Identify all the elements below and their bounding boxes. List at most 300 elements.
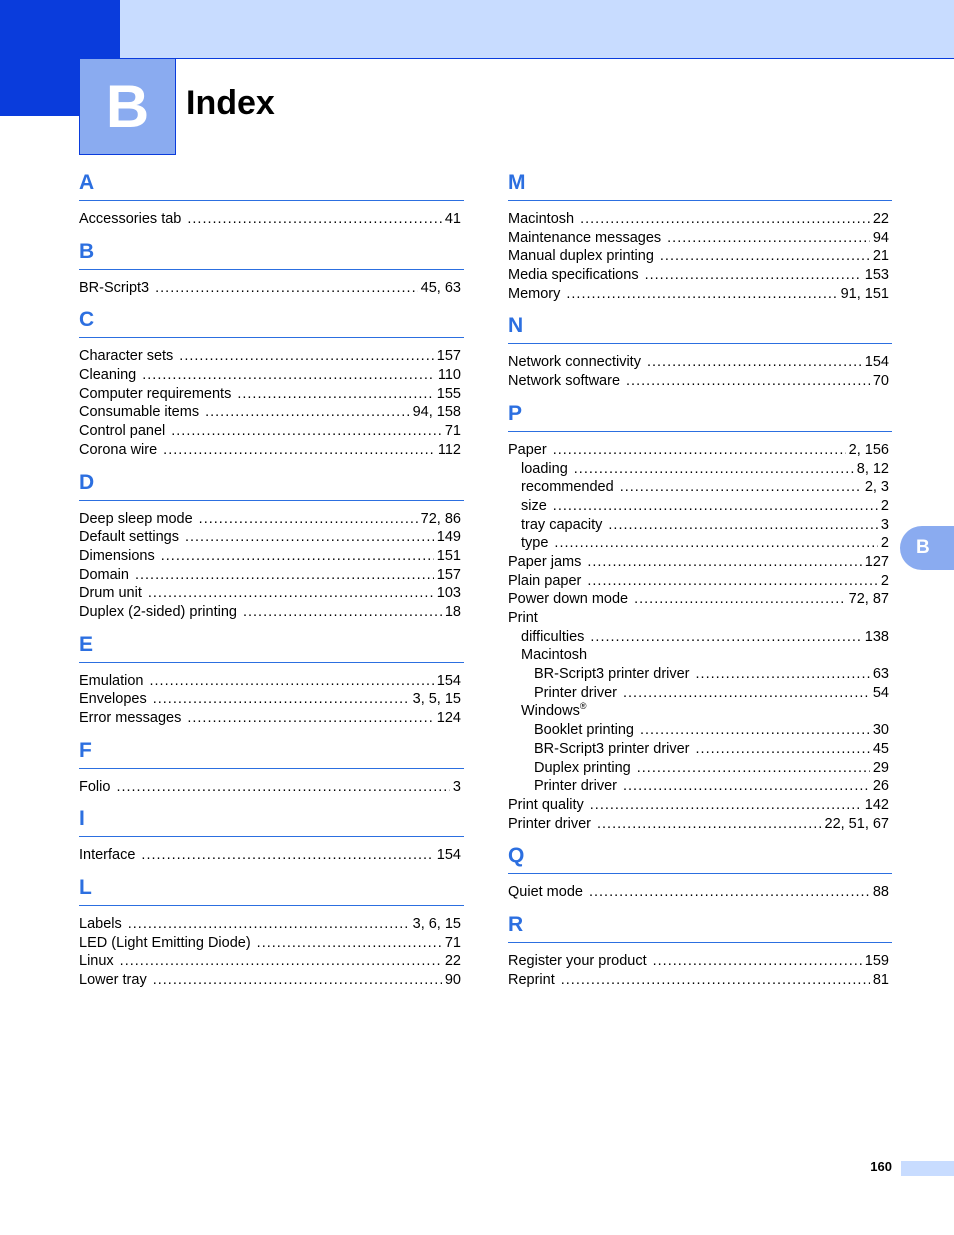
dot-leader (257, 934, 442, 953)
index-entry[interactable] (508, 534, 892, 553)
index-entry[interactable] (79, 566, 464, 585)
entry-pages[interactable]: 8, 12 (856, 460, 889, 477)
dot-leader (163, 441, 435, 460)
entry-term-text: Lower tray (79, 972, 147, 989)
entry-term-text: Register your product (508, 952, 647, 969)
dot-leader (155, 279, 418, 298)
entry-term-text: Drum unit (79, 585, 142, 602)
dot-leader (580, 210, 870, 229)
section-letter-heading: C (79, 307, 464, 338)
entry-term (521, 497, 547, 516)
section-letter-heading: A (79, 170, 464, 201)
section-letter-heading: R (508, 912, 892, 943)
index-entry[interactable] (79, 547, 464, 566)
entry-term (508, 372, 620, 391)
section-letter-heading: F (79, 738, 464, 769)
entry-term-text: Macintosh (521, 647, 588, 664)
entry-term-text: BR-Script3 (79, 279, 150, 296)
entry-term (508, 266, 639, 285)
entry-term-text: Quiet mode (508, 884, 583, 901)
entry-term-text: Domain (79, 566, 129, 583)
index-entry[interactable] (79, 279, 464, 298)
entry-pages[interactable]: 54 (872, 684, 889, 701)
entry-term-text: Character sets (79, 348, 174, 365)
entry-term-text: Memory (508, 285, 561, 302)
section-letter-heading: N (508, 313, 892, 344)
entry-term (79, 566, 129, 585)
index-entry[interactable] (508, 684, 892, 703)
entry-term-text: Envelopes (79, 691, 147, 708)
dot-leader (587, 553, 861, 572)
page-number: 160 (870, 1159, 892, 1174)
index-left-column (79, 170, 464, 1000)
entry-pages[interactable]: 157 (436, 348, 461, 365)
dot-leader (237, 385, 433, 404)
entry-term (79, 971, 147, 990)
entry-term (534, 759, 631, 778)
entry-pages[interactable]: 155 (436, 385, 461, 402)
entry-term-text: Macintosh (508, 211, 575, 227)
index-right-column (508, 170, 892, 999)
entry-term (508, 441, 547, 460)
entry-term (79, 547, 155, 566)
dot-leader (696, 740, 870, 759)
index-entry[interactable] (508, 553, 892, 572)
dot-leader (634, 590, 846, 609)
dot-leader (148, 584, 434, 603)
index-entry[interactable] (508, 590, 892, 609)
dot-leader (205, 403, 410, 422)
entry-term (534, 684, 617, 703)
entry-term (521, 478, 614, 497)
dot-leader (135, 566, 434, 585)
entry-pages[interactable]: 81 (872, 971, 889, 988)
entry-term-text: BR-Script3 printer driver (534, 666, 690, 683)
index-section-n (508, 313, 892, 390)
index-entry[interactable] (508, 759, 892, 778)
index-entry[interactable] (79, 603, 464, 622)
entry-term (79, 279, 149, 298)
entry-term (534, 777, 617, 796)
entry-pages[interactable]: 154 (436, 672, 461, 689)
entry-pages[interactable]: 94, 158 (412, 404, 461, 421)
index-entry[interactable] (508, 478, 892, 497)
index-entry[interactable] (79, 915, 464, 934)
index-entry[interactable] (508, 665, 892, 684)
chapter-letter-box (79, 58, 176, 155)
entry-term (79, 846, 135, 865)
entry-term (508, 285, 560, 304)
entry-pages[interactable]: 22 (872, 211, 889, 227)
index-section-i (79, 806, 464, 865)
dot-leader (597, 815, 822, 834)
entry-term-text: Default settings (79, 529, 179, 546)
entry-pages[interactable]: 45, 63 (420, 279, 461, 296)
dot-leader (153, 690, 410, 709)
index-entry[interactable] (508, 721, 892, 740)
entry-term (508, 815, 591, 834)
entry-pages[interactable]: 90 (444, 972, 461, 989)
entry-term (79, 603, 237, 622)
entry-pages[interactable]: 127 (864, 553, 889, 570)
header-rule (120, 58, 954, 59)
index-entry[interactable] (508, 247, 892, 266)
entry-term-text: Emulation (79, 672, 144, 689)
dot-leader (589, 883, 870, 902)
entry-term (521, 646, 587, 665)
entry-term-text: Consumable items (79, 404, 200, 421)
index-entry[interactable] (508, 516, 892, 535)
entry-term-text: size (521, 497, 547, 514)
entry-term (79, 528, 179, 547)
index-entry[interactable] (508, 883, 892, 902)
chapter-side-tab[interactable] (900, 526, 954, 570)
index-entry[interactable] (79, 347, 464, 366)
entry-term (79, 690, 147, 709)
index-entry[interactable] (508, 572, 892, 591)
index-entry[interactable] (508, 971, 892, 990)
entry-term-text: Network software (508, 373, 621, 390)
section-letter-heading: M (508, 170, 892, 201)
dot-leader (626, 372, 870, 391)
entry-term (508, 883, 583, 902)
dot-leader (574, 460, 854, 479)
entry-term-text: Folio (79, 778, 111, 795)
entry-pages[interactable]: 3, 6, 15 (412, 916, 461, 933)
entry-term (79, 403, 199, 422)
entry-pages[interactable]: 159 (864, 952, 889, 969)
index-entry[interactable] (79, 971, 464, 990)
index-entry[interactable] (508, 497, 892, 516)
dot-leader (623, 777, 870, 796)
dot-leader (623, 684, 870, 703)
entry-term-text: Accessories tab (79, 211, 182, 227)
entry-term (79, 778, 110, 797)
entry-pages[interactable]: 21 (872, 248, 889, 265)
entry-term (534, 740, 690, 759)
index-section-a (79, 170, 464, 229)
index-entry[interactable] (508, 777, 892, 796)
dot-leader (647, 353, 862, 372)
dot-leader (696, 665, 870, 684)
index-entry[interactable] (508, 266, 892, 285)
entry-pages[interactable]: 3, 5, 15 (412, 691, 461, 708)
entry-term (534, 665, 690, 684)
index-section-l (79, 875, 464, 990)
page-title: Index (186, 84, 275, 122)
index-entry[interactable] (79, 952, 464, 971)
entry-term-text: Printer driver (534, 684, 617, 701)
entry-term-text: Error messages (79, 710, 182, 726)
entry-term-text: Cleaning (79, 367, 137, 384)
entry-term-text: BR-Script3 printer driver (534, 740, 690, 757)
entry-term-text: Power down mode (508, 591, 629, 608)
dot-leader (116, 778, 449, 797)
entry-term (508, 609, 538, 628)
entry-term-text: Maintenance messages (508, 229, 662, 246)
index-entry[interactable] (79, 846, 464, 865)
index-entry[interactable] (79, 385, 464, 404)
dot-leader (187, 709, 433, 728)
dot-leader (620, 478, 862, 497)
index-entry[interactable] (508, 740, 892, 759)
entry-pages[interactable]: 2, 3 (864, 479, 889, 496)
dot-leader (141, 846, 433, 865)
entry-pages[interactable]: 88 (872, 884, 889, 901)
entry-pages[interactable]: 70 (872, 373, 889, 390)
dot-leader (645, 266, 862, 285)
entry-term-text: Plain paper (508, 572, 582, 589)
entry-term-text: Dimensions (79, 547, 155, 564)
chapter-letter: B (105, 73, 150, 140)
entry-pages[interactable]: 2, 156 (848, 441, 889, 458)
index-entry[interactable] (508, 628, 892, 647)
entry-term (508, 952, 647, 971)
dot-leader (660, 247, 870, 266)
entry-term-text: Printer driver (508, 815, 591, 832)
entry-term-text: Duplex (2-sided) printing (79, 603, 237, 620)
index-entry[interactable] (79, 441, 464, 460)
index-entry[interactable] (508, 372, 892, 391)
entry-term (79, 510, 193, 529)
index-entry[interactable] (79, 778, 464, 797)
dot-leader (561, 971, 870, 990)
entry-term-text: recommended (521, 479, 614, 496)
page-number-bar (901, 1161, 954, 1176)
entry-term-text: Reprint (508, 971, 555, 988)
entry-term (508, 971, 555, 990)
dot-leader (199, 510, 418, 529)
entry-term (79, 347, 173, 366)
dot-leader (566, 285, 837, 304)
entry-term (79, 385, 231, 404)
index-entry[interactable] (79, 690, 464, 709)
dot-leader (149, 672, 433, 691)
dot-leader (637, 759, 870, 778)
index-section-f (79, 738, 464, 797)
index-entry[interactable] (508, 460, 892, 479)
index-entry[interactable] (508, 609, 892, 628)
index-entry[interactable] (79, 584, 464, 603)
entry-term-text: Printer driver (534, 778, 617, 795)
entry-pages[interactable]: 153 (864, 267, 889, 284)
entry-pages[interactable]: 71 (444, 423, 461, 440)
entry-term-text: Print (508, 610, 538, 626)
dot-leader (161, 547, 434, 566)
entry-term (508, 572, 581, 591)
dot-leader (587, 572, 878, 591)
entry-pages[interactable]: 91, 151 (840, 285, 889, 302)
entry-pages[interactable]: 72, 86 (420, 510, 461, 527)
entry-term (79, 709, 181, 728)
entry-term-text: Manual duplex printing (508, 248, 654, 265)
entry-term (79, 915, 122, 934)
dot-leader (142, 366, 435, 385)
index-section-e (79, 632, 464, 728)
entry-term-text: Control panel (79, 423, 166, 440)
entry-term (79, 584, 142, 603)
index-entry[interactable] (508, 952, 892, 971)
index-entry[interactable] (79, 210, 464, 229)
index-section-q (508, 843, 892, 902)
entry-term (508, 247, 654, 266)
entry-pages[interactable]: 71 (444, 934, 461, 951)
entry-term-text: Deep sleep mode (79, 510, 193, 527)
entry-term-text: type (521, 535, 549, 552)
index-entry[interactable] (508, 285, 892, 304)
entry-term-text: Paper (508, 441, 547, 458)
entry-term-text: Labels (79, 916, 122, 933)
index-section-c (79, 307, 464, 459)
entry-pages[interactable]: 30 (872, 722, 889, 739)
index-section-b (79, 239, 464, 298)
entry-pages[interactable]: 29 (872, 759, 889, 776)
index-entry[interactable] (79, 934, 464, 953)
dot-leader (120, 952, 442, 971)
side-tab-label: B (916, 537, 930, 558)
entry-pages[interactable]: 22 (444, 953, 461, 970)
entry-pages[interactable]: 103 (436, 585, 461, 602)
index-section-p (508, 401, 892, 833)
dot-leader (243, 603, 442, 622)
entry-term (508, 353, 641, 372)
entry-pages[interactable]: 142 (864, 796, 889, 813)
entry-pages[interactable]: 110 (437, 367, 461, 384)
entry-pages[interactable]: 94 (872, 229, 889, 246)
entry-pages[interactable]: 26 (872, 778, 889, 795)
entry-term-text: loading (521, 460, 568, 477)
index-section-d (79, 470, 464, 622)
index-entry[interactable] (508, 702, 892, 721)
index-entry[interactable] (79, 709, 464, 728)
index-entry[interactable] (508, 441, 892, 460)
index-section-r (508, 912, 892, 989)
section-letter-heading: Q (508, 843, 892, 874)
entry-term (521, 628, 584, 647)
section-letter-heading: L (79, 875, 464, 906)
entry-term (508, 590, 628, 609)
index-entry[interactable] (508, 796, 892, 815)
entry-pages[interactable]: 3 (880, 516, 889, 533)
entry-pages[interactable]: 124 (436, 710, 461, 726)
entry-pages[interactable]: 18 (444, 603, 461, 620)
dot-leader (153, 971, 442, 990)
section-letter-heading: P (508, 401, 892, 432)
entry-term (508, 553, 581, 572)
entry-term (79, 441, 157, 460)
entry-pages[interactable]: 41 (444, 211, 461, 227)
registered-mark: ® (579, 701, 587, 712)
entry-term-text: Linux (79, 953, 114, 970)
entry-pages[interactable]: 154 (436, 847, 461, 864)
dot-leader (179, 347, 434, 366)
entry-pages[interactable]: 151 (436, 547, 461, 564)
dot-leader (590, 628, 861, 647)
entry-pages[interactable]: 157 (436, 566, 461, 583)
dot-leader (640, 721, 870, 740)
entry-term (521, 702, 586, 721)
entry-term-text: Windows (521, 703, 580, 720)
index-entry[interactable] (508, 815, 892, 834)
entry-pages[interactable]: 63 (872, 666, 889, 683)
entry-term-text: Duplex printing (534, 759, 631, 776)
entry-term (521, 516, 602, 535)
entry-pages[interactable]: 149 (436, 529, 461, 546)
header-light-band (120, 0, 954, 58)
entry-pages[interactable]: 2 (880, 497, 889, 514)
entry-term-text: Print quality (508, 796, 584, 813)
entry-pages[interactable]: 154 (864, 354, 889, 371)
dot-leader (185, 528, 434, 547)
entry-pages[interactable]: 45 (872, 740, 889, 757)
dot-leader (171, 422, 442, 441)
dot-leader (608, 516, 878, 535)
entry-term-text: Computer requirements (79, 385, 232, 402)
entry-term (521, 534, 548, 553)
entry-term-text: Booklet printing (534, 722, 634, 739)
dot-leader (590, 796, 862, 815)
entry-pages[interactable]: 2 (880, 572, 889, 589)
index-entry[interactable] (79, 528, 464, 547)
entry-term-text: difficulties (521, 628, 585, 645)
section-letter-heading: I (79, 806, 464, 837)
entry-term-text: tray capacity (521, 516, 603, 533)
entry-term-text: Network connectivity (508, 354, 641, 371)
dot-leader (667, 229, 870, 248)
entry-term-text: Media specifications (508, 267, 639, 284)
entry-term-text: Interface (79, 847, 136, 864)
entry-pages[interactable]: 3 (452, 778, 461, 795)
entry-term (79, 934, 251, 953)
section-letter-heading: D (79, 470, 464, 501)
section-letter-heading: E (79, 632, 464, 663)
index-entry[interactable] (79, 422, 464, 441)
entry-pages[interactable]: 138 (864, 628, 889, 645)
index-entry[interactable] (79, 403, 464, 422)
entry-term (79, 366, 136, 385)
section-letter-heading: B (79, 239, 464, 270)
dot-leader (187, 210, 442, 229)
entry-term (79, 672, 143, 691)
index-entry[interactable] (79, 672, 464, 691)
entry-pages[interactable]: 2 (880, 535, 889, 552)
entry-term (79, 422, 165, 441)
index-entry[interactable] (79, 366, 464, 385)
entry-term-text: Paper jams (508, 553, 582, 570)
entry-term (79, 210, 181, 229)
entry-term (508, 229, 661, 248)
dot-leader (553, 497, 878, 516)
entry-term (508, 796, 584, 815)
entry-term (508, 210, 574, 229)
index-entry[interactable] (79, 510, 464, 529)
index-section-m (508, 170, 892, 303)
entry-term-text: Corona wire (79, 441, 158, 458)
entry-pages[interactable]: 22, 51, 67 (824, 815, 889, 832)
index-entry[interactable] (508, 646, 892, 665)
entry-pages[interactable]: 72, 87 (848, 591, 889, 608)
index-entry[interactable] (508, 210, 892, 229)
entry-pages[interactable]: 112 (437, 441, 461, 458)
dot-leader (653, 952, 862, 971)
entry-term-text: LED (Light Emitting Diode) (79, 934, 251, 951)
index-entry[interactable] (508, 229, 892, 248)
index-entry[interactable] (508, 353, 892, 372)
entry-term (79, 952, 114, 971)
dot-leader (128, 915, 410, 934)
dot-leader (553, 441, 846, 460)
entry-term (521, 460, 568, 479)
